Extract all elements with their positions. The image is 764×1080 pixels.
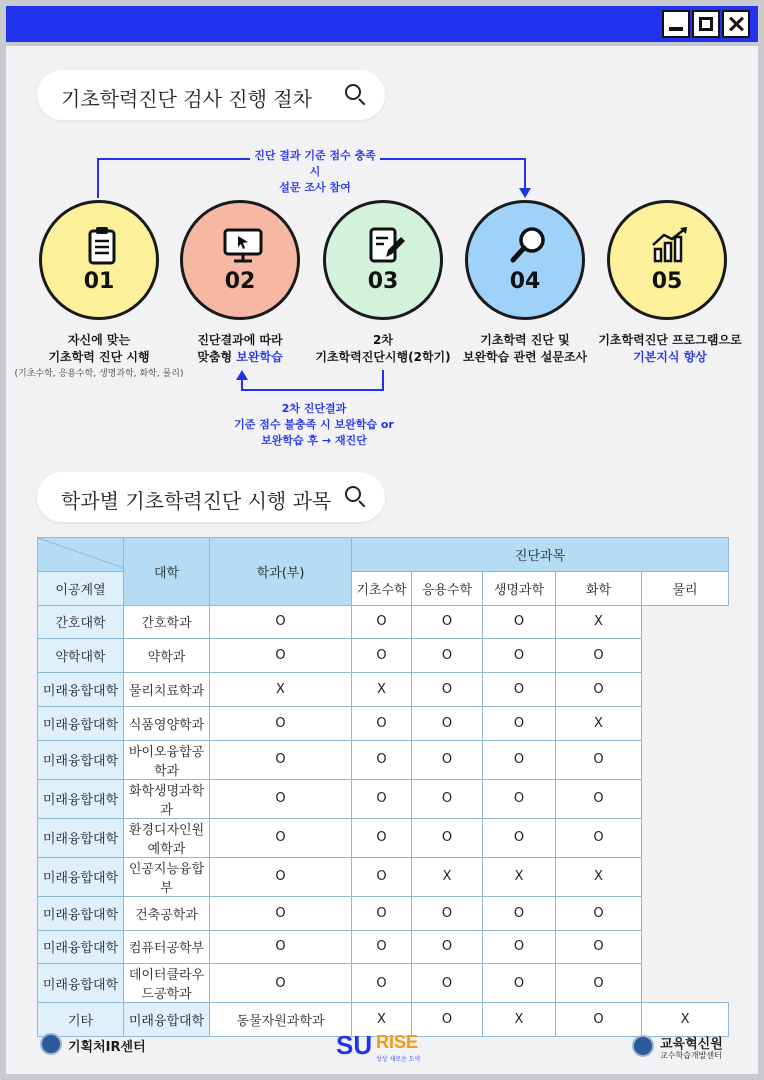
section-title-subjects-label: 학과별 기초학력진단 시행 과목 <box>61 489 332 513</box>
connector-bottom-arrow <box>236 370 248 380</box>
step-02-highlight: 보완학습 <box>236 350 283 364</box>
monitor-icon <box>223 225 263 265</box>
logo-tagline: 상상 새로운 도약 <box>376 1056 421 1063</box>
header-subject: 생명과학 <box>483 571 556 605</box>
cell-univ: 미래융합대학 <box>38 706 124 740</box>
header-univ: 대학 <box>124 538 210 606</box>
cell-univ: 미래융합대학 <box>38 740 124 779</box>
step-05-line1: 기초학력진단 프로그램으로 <box>598 333 742 347</box>
step-01-line2: 기초학력 진단 시행 <box>48 350 150 364</box>
table-row <box>38 673 729 707</box>
footer-right-sub: 교수학습개발센터 <box>660 1051 722 1060</box>
cell-mark: O <box>556 930 642 964</box>
cell-univ: 미래융합대학 <box>38 930 124 964</box>
cell-dept: 약학과 <box>124 639 210 673</box>
university-emblem-icon <box>40 1033 62 1055</box>
cell-mark: O <box>210 896 352 930</box>
cell-mark: O <box>210 740 352 779</box>
step-number: 01 <box>83 269 115 294</box>
flow-note-top <box>250 148 380 196</box>
cell-mark: O <box>352 605 412 639</box>
cell-mark: O <box>556 639 642 673</box>
header-subject-group: 진단과목 <box>352 538 729 572</box>
step-03-line1: 2차 <box>373 333 393 347</box>
table-row <box>38 779 729 818</box>
cell-univ: 미래융합대학 <box>38 673 124 707</box>
cell-mark: O <box>483 706 556 740</box>
cell-dept: 화학생명과학과 <box>124 779 210 818</box>
step-01-line1: 자신에 맞는 <box>67 333 131 347</box>
cell-mark: O <box>483 896 556 930</box>
step-04-line2: 보완학습 관련 설문조사 <box>462 350 588 364</box>
flow-note-bottom-line1: 2차 진단결과 <box>281 402 347 415</box>
step-02-line1: 진단결과에 따라 <box>197 333 283 347</box>
step-02-caption <box>170 332 310 366</box>
cell-univ: 간호대학 <box>38 605 124 639</box>
university-emblem-icon <box>632 1035 654 1057</box>
step-04 <box>465 200 585 320</box>
cell-dept: 바이오융합공학과 <box>124 740 210 779</box>
cell-mark: O <box>412 779 483 818</box>
cell-mark: X <box>412 857 483 896</box>
cell-mark: O <box>556 673 642 707</box>
cell-mark: X <box>556 605 642 639</box>
cell-mark: X <box>483 1003 556 1037</box>
cell-mark: O <box>483 818 556 857</box>
header-subject: 기초수학 <box>352 571 412 605</box>
step-03-line2: 기초학력진단시행(2학기) <box>315 350 451 364</box>
cell-dept: 식품영양학과 <box>124 706 210 740</box>
table-row <box>38 639 729 673</box>
cell-mark: O <box>483 639 556 673</box>
cell-dept: 인공지능융합부 <box>124 857 210 896</box>
cell-univ: 미래융합대학 <box>38 818 124 857</box>
cell-dept: 환경디자인원예학과 <box>124 818 210 857</box>
cell-univ: 미래융합대학 <box>124 1003 210 1037</box>
step-05-highlight: 기본지식 향상 <box>633 350 707 364</box>
step-05 <box>607 200 727 320</box>
edit-document-icon <box>366 225 406 265</box>
cell-mark: O <box>210 605 352 639</box>
cell-mark: O <box>210 930 352 964</box>
cell-mark: O <box>352 930 412 964</box>
cell-mark: X <box>642 1003 729 1037</box>
cell-mark: O <box>556 896 642 930</box>
cell-mark: O <box>412 818 483 857</box>
cell-mark: O <box>210 857 352 896</box>
step-04-caption <box>450 332 600 366</box>
connector-top-arrow <box>519 188 531 198</box>
cell-dept: 데이터클라우드공학과 <box>124 964 210 1003</box>
cell-mark: O <box>412 605 483 639</box>
flow-note-bottom-line3: 보완학습 후 → 재진단 <box>261 434 367 447</box>
cell-mark: O <box>556 818 642 857</box>
step-01-caption <box>14 332 184 383</box>
flow-note-bottom <box>222 401 406 449</box>
cell-mark: O <box>483 930 556 964</box>
flow-note-top-line1: 진단 결과 기준 점수 충족 시 <box>254 149 376 178</box>
logo-rise: RISE <box>376 1032 419 1052</box>
logo-su: SU <box>336 1030 373 1060</box>
cell-mark: O <box>556 1003 642 1037</box>
step-03-caption <box>308 332 458 366</box>
step-02 <box>180 200 300 320</box>
cell-mark: O <box>210 779 352 818</box>
cell-mark: O <box>556 779 642 818</box>
header-subject: 물리 <box>642 571 729 605</box>
cell-mark: X <box>556 857 642 896</box>
cell-dept: 간호학과 <box>124 605 210 639</box>
cell-mark: X <box>483 857 556 896</box>
step-01 <box>39 200 159 320</box>
header-subject: 응용수학 <box>412 571 483 605</box>
cell-univ: 미래융합대학 <box>38 896 124 930</box>
cell-mark: O <box>412 964 483 1003</box>
header-subject: 화학 <box>556 571 642 605</box>
table-row <box>38 896 729 930</box>
cell-univ: 미래융합대학 <box>38 857 124 896</box>
header-dept: 학과(부) <box>210 538 352 606</box>
step-04-line1: 기초학력 진단 및 <box>480 333 570 347</box>
cell-mark: O <box>483 605 556 639</box>
cell-mark: O <box>352 639 412 673</box>
section-title-procedure-label: 기초학력진단 검사 진행 절차 <box>61 87 312 111</box>
cell-univ: 미래융합대학 <box>38 779 124 818</box>
growth-chart-icon <box>650 225 690 265</box>
step-number: 05 <box>651 269 683 294</box>
step-03 <box>323 200 443 320</box>
flow-note-bottom-line2: 기준 점수 불충족 시 보완학습 or <box>234 418 394 431</box>
search-icon[interactable] <box>345 486 367 508</box>
cell-mark: O <box>483 673 556 707</box>
section-title-subjects <box>37 472 385 522</box>
table-row <box>38 930 729 964</box>
footer-surise-logo <box>336 1030 446 1064</box>
cell-mark: X <box>556 706 642 740</box>
cell-mark: O <box>210 818 352 857</box>
table-row <box>38 964 729 1003</box>
category-other: 기타 <box>38 1003 124 1037</box>
cell-univ: 미래융합대학 <box>38 964 124 1003</box>
cell-mark: O <box>556 740 642 779</box>
table-row <box>38 740 729 779</box>
cell-dept: 동물자원과학과 <box>210 1003 352 1037</box>
cell-mark: O <box>556 964 642 1003</box>
step-02-line2: 맞춤형 <box>197 350 237 364</box>
cell-dept: 컴퓨터공학부 <box>124 930 210 964</box>
step-05-caption <box>590 332 750 366</box>
cell-mark: O <box>483 779 556 818</box>
cell-mark: O <box>412 896 483 930</box>
cell-mark: O <box>210 706 352 740</box>
cell-mark: O <box>352 857 412 896</box>
corner-diagonal <box>38 538 124 568</box>
step-number: 02 <box>224 269 256 294</box>
cell-mark: O <box>412 930 483 964</box>
table-row <box>38 818 729 857</box>
cell-mark: O <box>483 740 556 779</box>
cell-univ: 약학대학 <box>38 639 124 673</box>
cell-mark: O <box>412 673 483 707</box>
cell-mark: O <box>352 779 412 818</box>
cell-mark: O <box>483 964 556 1003</box>
cell-mark: O <box>352 818 412 857</box>
cell-mark: O <box>412 639 483 673</box>
cell-mark: O <box>352 740 412 779</box>
cell-mark: O <box>352 964 412 1003</box>
table-row <box>38 706 729 740</box>
cell-dept: 물리치료학과 <box>124 673 210 707</box>
cell-mark: X <box>352 1003 412 1037</box>
footer-left-label: 기획처IR센터 <box>68 1040 146 1055</box>
cell-mark: O <box>210 964 352 1003</box>
subjects-table <box>37 537 729 1037</box>
cell-mark: X <box>210 673 352 707</box>
magnifier-icon <box>508 225 548 265</box>
table-row <box>38 605 729 639</box>
footer-right-title: 교육혁신원 <box>660 1037 723 1052</box>
cell-dept: 건축공학과 <box>124 896 210 930</box>
clipboard-icon <box>82 225 122 265</box>
table-row <box>38 857 729 896</box>
step-number: 03 <box>367 269 399 294</box>
cell-mark: X <box>352 673 412 707</box>
cell-mark: O <box>352 896 412 930</box>
table-corner-cell <box>38 538 124 572</box>
cell-mark: O <box>352 706 412 740</box>
flow-note-top-line2: 설문 조사 참여 <box>279 181 351 194</box>
step-number: 04 <box>509 269 541 294</box>
cell-mark: O <box>412 1003 483 1037</box>
category-science: 이공계열 <box>38 571 124 605</box>
cell-mark: O <box>412 706 483 740</box>
cell-mark: O <box>210 639 352 673</box>
cell-mark: O <box>412 740 483 779</box>
connector-bottom <box>242 370 383 390</box>
step-01-subjects: (기초수학, 응용수학, 생명과학, 화학, 물리) <box>14 369 184 379</box>
